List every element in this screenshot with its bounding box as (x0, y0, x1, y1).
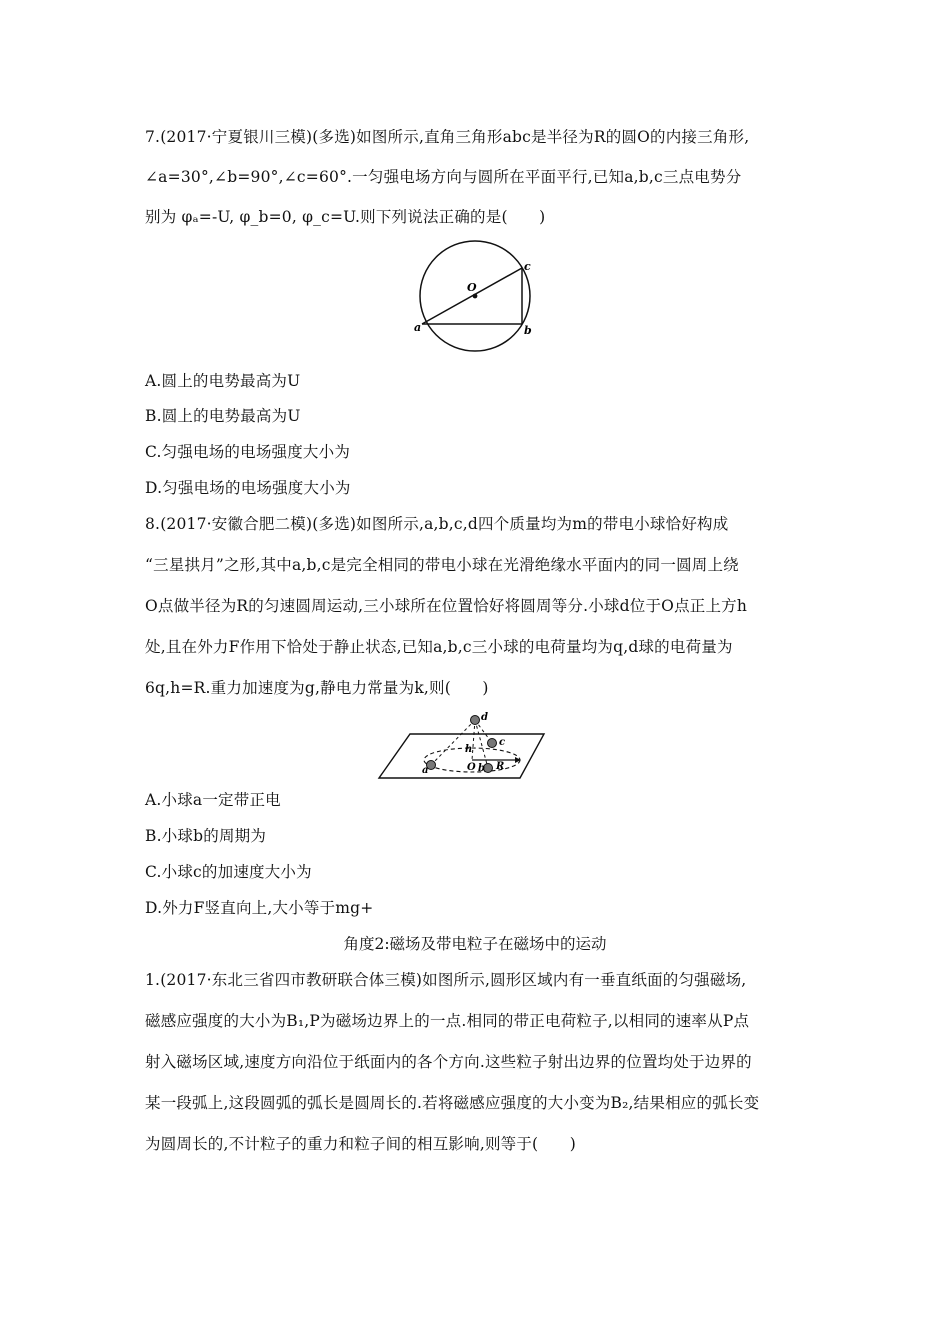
q7-label-c: c (524, 260, 531, 273)
q8-option-c: C.小球c的加速度大小为 (145, 863, 312, 881)
q7-option-c: C.匀强电场的电场强度大小为 (145, 443, 351, 461)
q7-option-a: A.圆上的电势最高为U (145, 372, 301, 390)
q8-label-r: R (496, 761, 505, 772)
q8-option-b: B.小球b的周期为 (145, 827, 267, 845)
q8-label-h: h (465, 744, 473, 755)
q7-line-1: 7.(2017·宁夏银川三模)(多选)如图所示,直角三角形abc是半径为R的圆O的内接三角形, (145, 128, 750, 146)
q8-label-a: a (422, 765, 429, 776)
q8-label-b: b (478, 763, 485, 774)
q8-label-o: O (467, 762, 476, 773)
q7-option-d: D.匀强电场的电场强度大小为 (145, 479, 351, 497)
q7-label-a: a (414, 321, 422, 334)
q8-line-4: 处,且在外力F作用下恰处于静止状态,已知a,b,c三小球的电荷量均为q,d球的电荷量为 (145, 638, 733, 656)
q8-line-5: 6q,h=R.重力加速度为g,静电力常量为k,则( ) (145, 679, 489, 697)
q7-option-b: B.圆上的电势最高为U (145, 407, 301, 425)
q1-line-3: 射入磁场区域,速度方向沿位于纸面内的各个方向.这些粒子射出边界的位置均处于边界的 (145, 1053, 752, 1071)
q8-three-star-figure (375, 707, 550, 783)
q8-label-c: c (499, 737, 506, 748)
q7-line-2: ∠a=30°,∠b=90°,∠c=60°.一匀强电场方向与圆所在平面平行,已知a,b,c三点电势分 (145, 168, 742, 186)
q7-label-center: O (467, 281, 477, 294)
q1-line-1: 1.(2017·东北三省四市教研联合体三模)如图所示,圆形区域内有一垂直纸面的匀强磁场, (145, 971, 747, 989)
q8-option-a: A.小球a一定带正电 (145, 791, 281, 809)
q7-line-3: 别为 φₐ=-U, φ_b=0, φ_c=U.则下列说法正确的是( ) (145, 208, 546, 226)
q1-line-2: 磁感应强度的大小为B₁,P为磁场边界上的一点.相同的带正电荷粒子,以相同的速率从P点 (145, 1012, 750, 1030)
q8-label-d: d (481, 712, 488, 723)
q7-circle-figure (405, 238, 550, 363)
q8-line-2: “三星拱月”之形,其中a,b,c是完全相同的带电小球在光滑绝缘水平面内的同一圆周上绕 (145, 556, 739, 574)
q1-line-4: 某一段弧上,这段圆弧的弧长是圆周长的.若将磁感应强度的大小变为B₂,结果相应的弧长变 (145, 1094, 760, 1112)
section-title: 角度2:磁场及带电粒子在磁场中的运动 (343, 935, 607, 953)
q8-line-3: O点做半径为R的匀速圆周运动,三小球所在位置恰好将圆周等分.小球d位于O点正上方h (145, 597, 748, 615)
q8-line-1: 8.(2017·安徽合肥二模)(多选)如图所示,a,b,c,d四个质量均为m的带电小球恰好构成 (145, 515, 729, 533)
q1-line-5: 为圆周长的,不计粒子的重力和粒子间的相互影响,则等于( ) (145, 1135, 576, 1153)
q8-option-d: D.外力F竖直向上,大小等于mg+ (145, 899, 374, 917)
q7-label-b: b (524, 324, 532, 337)
